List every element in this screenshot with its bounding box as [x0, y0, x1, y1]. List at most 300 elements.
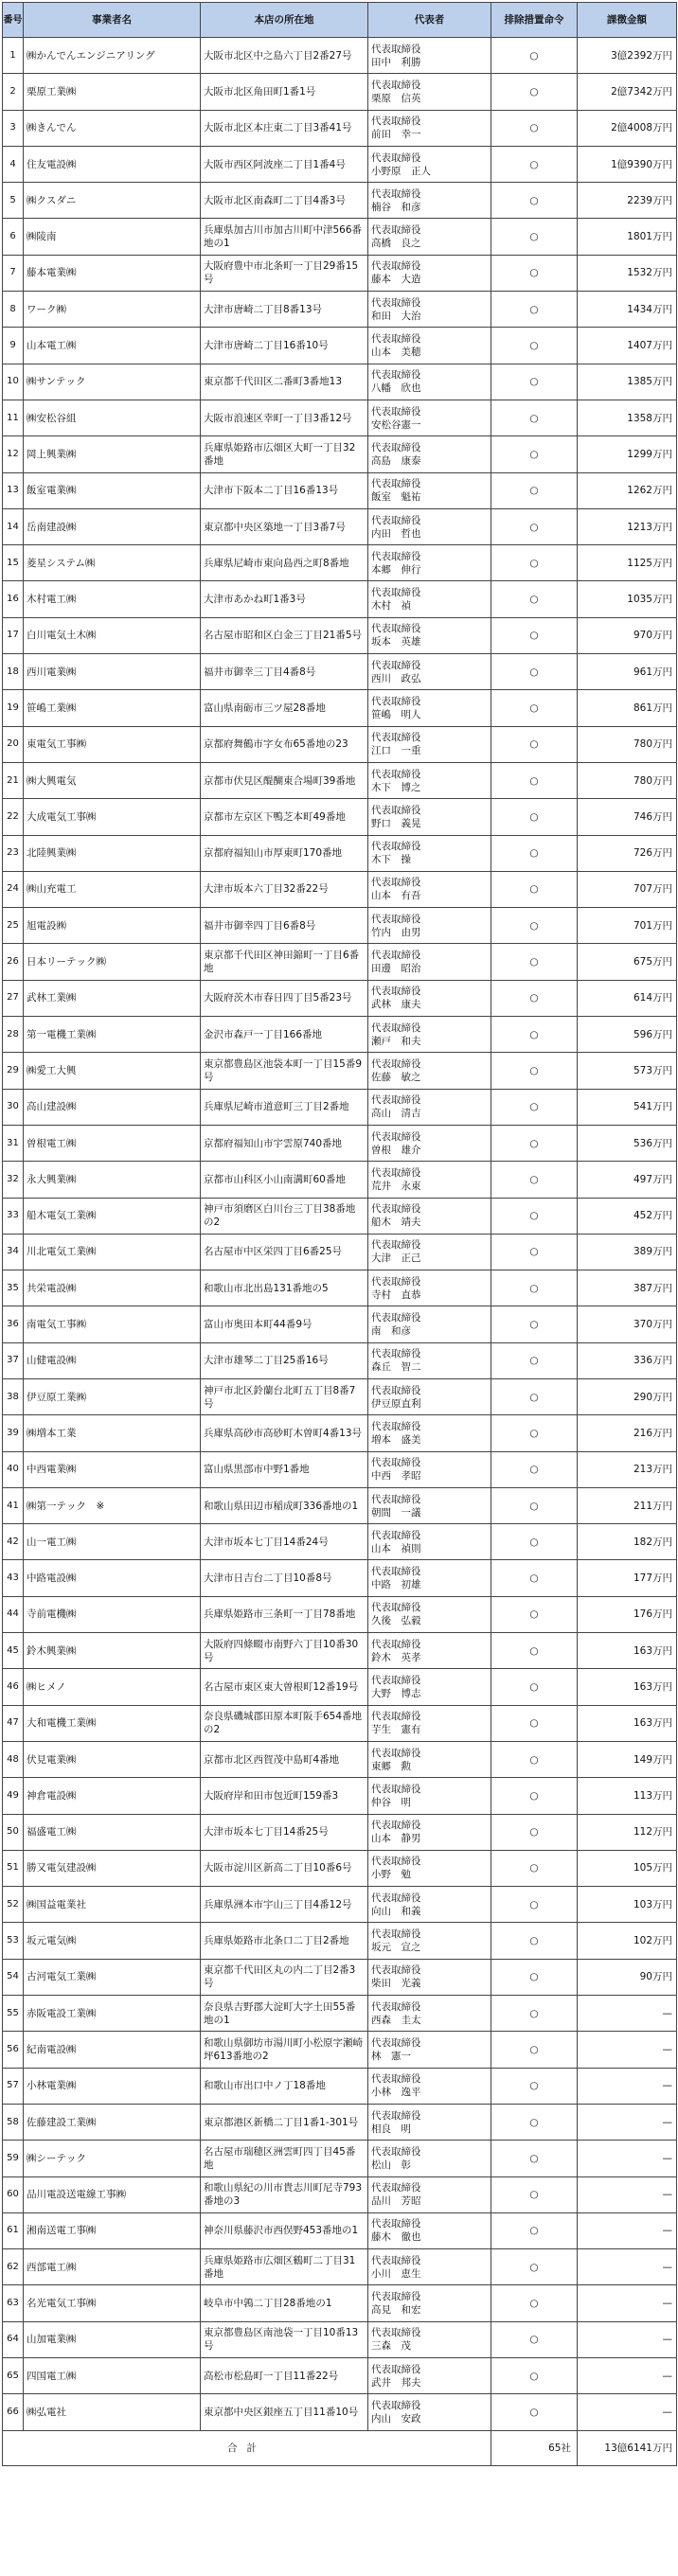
- company-name: 勝又電気建設㈱: [24, 1850, 201, 1886]
- representative-title: 代表取締役: [371, 2399, 421, 2411]
- representative: [368, 1741, 491, 1777]
- surcharge-amount: 2239万円: [578, 183, 677, 219]
- document-page: [2, 2, 676, 2466]
- table-row: [3, 545, 677, 581]
- row-number: 37: [3, 1342, 24, 1378]
- representative-name: 中西 孝昭: [371, 1470, 421, 1483]
- company-name: ワーク㈱: [24, 292, 201, 328]
- company-name: 湘南送電工事㈱: [24, 2212, 201, 2248]
- representative-name: 相良 明: [371, 2123, 411, 2135]
- company-name: 岳南建設㈱: [24, 508, 201, 544]
- representative: [368, 74, 491, 110]
- head-office-address: 兵庫県姫路市三条町一丁目78番地: [201, 1596, 368, 1632]
- representative-name: 南 和彦: [371, 1325, 411, 1338]
- representative: [368, 1850, 491, 1886]
- representative-title: 代表取締役: [371, 478, 421, 490]
- company-name: 大和電機工業㈱: [24, 1705, 201, 1741]
- surcharge-amount: 1035万円: [578, 581, 677, 617]
- head-office-address: 神戸市須磨区白川台三丁目38番地の2: [201, 1198, 368, 1234]
- representative-title: 代表取締役: [371, 514, 421, 526]
- company-name: 中西電業㈱: [24, 1451, 201, 1487]
- surcharge-amount: 1385万円: [578, 364, 677, 400]
- company-name: ㈱大興電気: [24, 762, 201, 798]
- surcharge-amount: 113万円: [578, 1778, 677, 1814]
- table-row: [3, 1270, 677, 1306]
- row-number: 39: [3, 1415, 24, 1451]
- cease-desist-order-mark: ○: [491, 1887, 578, 1923]
- row-number: 21: [3, 762, 24, 798]
- representative-title: 代表取締役: [371, 1348, 421, 1360]
- cease-desist-order-mark: ○: [491, 581, 578, 617]
- row-number: 61: [3, 2212, 24, 2248]
- representative-title: 代表取締役: [371, 1566, 421, 1578]
- table-row: [3, 1451, 677, 1487]
- header-cease-desist-order: 排除措置命令: [491, 3, 578, 38]
- cease-desist-order-mark: ○: [491, 1270, 578, 1306]
- head-office-address: 名古屋市中区栄四丁目6番25号: [201, 1234, 368, 1270]
- company-name: 山健電設㈱: [24, 1342, 201, 1378]
- head-office-address: 京都市伏見区醍醐東合場町39番地: [201, 762, 368, 798]
- company-name: ㈱増本工業: [24, 1415, 201, 1451]
- representative: [368, 1524, 491, 1560]
- representative: [368, 1705, 491, 1741]
- head-office-address: 兵庫県洲本市宇山三丁目4番12号: [201, 1887, 368, 1923]
- cease-desist-order-mark: ○: [491, 1378, 578, 1414]
- representative-name: 高島 康泰: [371, 454, 421, 467]
- table-row: [3, 1378, 677, 1414]
- table-row: [3, 980, 677, 1016]
- company-name: 西川電業㈱: [24, 654, 201, 690]
- representative: [368, 871, 491, 907]
- table-row: [3, 1234, 677, 1270]
- company-name: 共栄電設㈱: [24, 1270, 201, 1306]
- surcharge-amount: 211万円: [578, 1487, 677, 1523]
- representative: [368, 364, 491, 400]
- surcharge-amount: 149万円: [578, 1741, 677, 1777]
- representative-title: 代表取締役: [371, 187, 421, 200]
- table-row: [3, 2394, 677, 2430]
- row-number: 24: [3, 871, 24, 907]
- representative: [368, 835, 491, 871]
- table-row: [3, 1778, 677, 1814]
- row-number: 8: [3, 292, 24, 328]
- cease-desist-order-mark: ○: [491, 183, 578, 219]
- surcharge-amount: 1213万円: [578, 508, 677, 544]
- surcharge-amount: 336万円: [578, 1342, 677, 1378]
- representative-name: 東郷 勲: [371, 1760, 411, 1772]
- row-number: 63: [3, 2285, 24, 2321]
- head-office-address: 神戸市北区鈴蘭台北町五丁目8番7号: [201, 1378, 368, 1414]
- company-name: 飯室電業㈱: [24, 472, 201, 508]
- representative-title: 代表取締役: [371, 1711, 421, 1723]
- head-office-address: 和歌山県御坊市湯川町小松原字瀬崎坪613番地の2: [201, 2032, 368, 2068]
- head-office-address: 兵庫県姫路市広畑区大町一丁目32番地: [201, 436, 368, 472]
- table-row: [3, 1996, 677, 2032]
- cease-desist-order-mark: ○: [491, 1959, 578, 1995]
- cease-desist-order-mark: ○: [491, 2104, 578, 2140]
- cease-desist-order-mark: ○: [491, 2141, 578, 2176]
- head-office-address: 兵庫県高砂市高砂町木曽町4番13号: [201, 1415, 368, 1451]
- head-office-address: 奈良県磯城郡田原本町阪手654番地の2: [201, 1705, 368, 1741]
- header-head-office-address: 本店の所在地: [201, 3, 368, 38]
- surcharge-amount: 573万円: [578, 1053, 677, 1089]
- representative: [368, 1053, 491, 1089]
- head-office-address: 兵庫県尼崎市道意町三丁目2番地: [201, 1089, 368, 1125]
- representative: [368, 617, 491, 653]
- table-row: [3, 219, 677, 255]
- company-name: 川北電気工業㈱: [24, 1234, 201, 1270]
- representative-name: 田中 利勝: [371, 56, 421, 68]
- row-number: 64: [3, 2321, 24, 2357]
- company-name: 白川電気土木㈱: [24, 617, 201, 653]
- row-number: 62: [3, 2249, 24, 2285]
- table-row: [3, 255, 677, 291]
- head-office-address: 京都市北区西賀茂中島町4番地: [201, 1741, 368, 1777]
- head-office-address: 兵庫県姫路市広畑区鶴町二丁目31番地: [201, 2249, 368, 2285]
- representative-name: 寺村 直恭: [371, 1288, 421, 1301]
- row-number: 49: [3, 1778, 24, 1814]
- company-name: ㈱シーテック: [24, 2141, 201, 2176]
- representative-title: 代表取締役: [371, 1747, 421, 1759]
- representative-name: 木下 博之: [371, 781, 421, 793]
- cease-desist-order-mark: ○: [491, 1560, 578, 1596]
- representative: [368, 654, 491, 690]
- cease-desist-order-mark: ○: [491, 472, 578, 508]
- table-row: [3, 726, 677, 762]
- head-office-address: 大阪市北区南森町二丁目4番3号: [201, 183, 368, 219]
- representative-title: 代表取締役: [371, 1529, 421, 1541]
- cease-desist-order-mark: ○: [491, 2358, 578, 2394]
- surcharge-amount: 452万円: [578, 1198, 677, 1234]
- representative: [368, 1017, 491, 1053]
- row-number: 4: [3, 146, 24, 182]
- company-name: 名光電気工事㈱: [24, 2285, 201, 2321]
- representative-title: 代表取締役: [371, 1166, 421, 1179]
- representative-name: 笹嶋 明人: [371, 708, 421, 720]
- head-office-address: 神奈川県藤沢市西俣野453番地の1: [201, 2212, 368, 2248]
- head-office-address: 大阪府茨木市春日四丁目5番23号: [201, 980, 368, 1016]
- cease-desist-order-mark: ○: [491, 944, 578, 980]
- representative-title: 代表取締役: [371, 1964, 421, 1977]
- company-name: 船木電気工業㈱: [24, 1198, 201, 1234]
- table-row: [3, 292, 677, 328]
- representative-name: 松山 彰: [371, 2159, 411, 2171]
- representative: [368, 1596, 491, 1632]
- row-number: 19: [3, 690, 24, 726]
- cease-desist-order-mark: ○: [491, 2394, 578, 2430]
- total-label: 合計: [3, 2430, 491, 2465]
- table-row: [3, 74, 677, 110]
- surcharge-amount: 1262万円: [578, 472, 677, 508]
- representative-name: 瀬戸 和夫: [371, 1035, 421, 1047]
- representative: [368, 2141, 491, 2176]
- row-number: 5: [3, 183, 24, 219]
- surcharge-amount: —: [578, 1996, 677, 2032]
- company-name: 佐藤建設工業㈱: [24, 2104, 201, 2140]
- representative-name: 山本 美穂: [371, 346, 421, 359]
- row-number: 31: [3, 1125, 24, 1161]
- cease-desist-order-mark: ○: [491, 1306, 578, 1342]
- row-number: 33: [3, 1198, 24, 1234]
- company-name: 北陸興業㈱: [24, 835, 201, 871]
- row-number: 57: [3, 2068, 24, 2104]
- surcharge-amount: 1125万円: [578, 545, 677, 581]
- table-row: [3, 1342, 677, 1378]
- row-number: 12: [3, 436, 24, 472]
- table-header: [3, 3, 677, 38]
- representative-title: 代表取締役: [371, 1638, 421, 1650]
- representative-name: 小野 勉: [371, 1869, 411, 1881]
- representative: [368, 2358, 491, 2394]
- row-number: 13: [3, 472, 24, 508]
- surcharge-amount: —: [578, 2358, 677, 2394]
- surcharge-amount: 1407万円: [578, 328, 677, 364]
- table-row: [3, 2141, 677, 2176]
- table-row: [3, 654, 677, 690]
- total-row: [3, 2430, 677, 2465]
- row-number: 9: [3, 328, 24, 364]
- cease-desist-order-mark: ○: [491, 1415, 578, 1451]
- table-row: [3, 1633, 677, 1669]
- head-office-address: 名古屋市昭和区白金三丁目21番5号: [201, 617, 368, 653]
- header-representative: 代表者: [368, 3, 491, 38]
- row-number: 42: [3, 1524, 24, 1560]
- representative: [368, 292, 491, 328]
- table-footer: [3, 2430, 677, 2465]
- table-row: [3, 944, 677, 980]
- cease-desist-order-mark: ○: [491, 1125, 578, 1161]
- cease-desist-order-mark: ○: [491, 364, 578, 400]
- representative-name: 楠谷 和彦: [371, 201, 421, 213]
- company-name: 永大興業㈱: [24, 1162, 201, 1198]
- row-number: 58: [3, 2104, 24, 2140]
- surcharge-amount: 1434万円: [578, 292, 677, 328]
- representative-name: 坂本 英雄: [371, 636, 421, 648]
- head-office-address: 富山市奥田本町44番9号: [201, 1306, 368, 1342]
- representative-name: 和田 大治: [371, 310, 421, 322]
- row-number: 36: [3, 1306, 24, 1342]
- representative-name: 朝間 一議: [371, 1506, 421, 1519]
- representative-title: 代表取締役: [371, 1312, 421, 1324]
- company-name: 栗原工業㈱: [24, 74, 201, 110]
- row-number: 30: [3, 1089, 24, 1125]
- representative-name: 仲谷 明: [371, 1796, 411, 1808]
- representative-name: 曽根 雄介: [371, 1144, 421, 1156]
- surcharge-amount: —: [578, 2032, 677, 2068]
- cease-desist-order-mark: ○: [491, 255, 578, 291]
- surcharge-amount: 970万円: [578, 617, 677, 653]
- representative-name: 林 憲一: [371, 2050, 411, 2062]
- surcharge-amount: 541万円: [578, 1089, 677, 1125]
- table-row: [3, 1415, 677, 1451]
- head-office-address: 和歌山県紀の川市貴志川町尼寺793番地の3: [201, 2176, 368, 2212]
- head-office-address: 大津市坂本七丁目14番24号: [201, 1524, 368, 1560]
- surcharge-amount: 176万円: [578, 1596, 677, 1632]
- cease-desist-order-mark: ○: [491, 1342, 578, 1378]
- row-number: 1: [3, 38, 24, 74]
- company-name: 神倉電設㈱: [24, 1778, 201, 1814]
- table-row: [3, 799, 677, 835]
- surcharge-amount: —: [578, 2212, 677, 2248]
- head-office-address: 岐阜市中鶉二丁目28番地の1: [201, 2285, 368, 2321]
- representative-title: 代表取締役: [371, 115, 421, 128]
- representative: [368, 400, 491, 435]
- representative-title: 代表取締役: [371, 623, 421, 635]
- row-number: 40: [3, 1451, 24, 1487]
- representative: [368, 183, 491, 219]
- representative-title: 代表取締役: [371, 43, 421, 55]
- head-office-address: 福井市御幸三丁目4番8号: [201, 654, 368, 690]
- representative: [368, 2032, 491, 2068]
- table-row: [3, 1887, 677, 1923]
- company-name: 山加電業㈱: [24, 2321, 201, 2357]
- representative: [368, 799, 491, 835]
- row-number: 26: [3, 944, 24, 980]
- table-row: [3, 1125, 677, 1161]
- company-name: 西部電工㈱: [24, 2249, 201, 2285]
- head-office-address: 東京都豊島区池袋本町一丁目15番9号: [201, 1053, 368, 1089]
- company-name: 住友電設㈱: [24, 146, 201, 182]
- representative-name: 大津 正己: [371, 1252, 421, 1265]
- cease-desist-order-mark: ○: [491, 690, 578, 726]
- representative-name: 高見 和宏: [371, 2304, 421, 2317]
- surcharge-amount: —: [578, 2141, 677, 2176]
- surcharge-amount: —: [578, 2321, 677, 2357]
- table-row: [3, 1705, 677, 1741]
- cease-desist-order-mark: ○: [491, 1487, 578, 1523]
- representative-name: 田邊 昭治: [371, 963, 421, 975]
- table-row: [3, 2285, 677, 2321]
- cease-desist-order-mark: ○: [491, 2176, 578, 2212]
- head-office-address: 和歌山市北出島131番地の5: [201, 1270, 368, 1306]
- representative-name: 高山 清吉: [371, 1108, 421, 1120]
- cease-desist-order-mark: ○: [491, 2032, 578, 2068]
- representative: [368, 690, 491, 726]
- company-name: ㈱ヒメノ: [24, 1669, 201, 1705]
- row-number: 46: [3, 1669, 24, 1705]
- head-office-address: 大阪市淀川区新高二丁目10番6号: [201, 1850, 368, 1886]
- surcharge-amount: 961万円: [578, 654, 677, 690]
- representative-name: 本郷 伸行: [371, 563, 421, 576]
- surcharge-amount: 163万円: [578, 1669, 677, 1705]
- company-name: 第一電機工業㈱: [24, 1017, 201, 1053]
- representative: [368, 1633, 491, 1669]
- cease-desist-order-mark: ○: [491, 110, 578, 146]
- company-name: 鈴木興業㈱: [24, 1633, 201, 1669]
- surcharge-amount: 497万円: [578, 1162, 677, 1198]
- representative-name: 武林 康夫: [371, 999, 421, 1011]
- representative-title: 代表取締役: [371, 260, 421, 273]
- table-row: [3, 2358, 677, 2394]
- representative-title: 代表取締役: [371, 1820, 421, 1832]
- representative: [368, 1162, 491, 1198]
- table-row: [3, 835, 677, 871]
- representative-name: 山本 禎則: [371, 1542, 421, 1554]
- representative-name: 久後 弘毅: [371, 1615, 421, 1627]
- representative-name: 安松谷憲一: [371, 418, 421, 431]
- representative-title: 代表取締役: [371, 1094, 421, 1107]
- table-row: [3, 908, 677, 944]
- cease-desist-order-mark: ○: [491, 908, 578, 944]
- cease-desist-order-mark: ○: [491, 1923, 578, 1959]
- representative-name: 鈴木 英孝: [371, 1651, 421, 1663]
- head-office-address: 高松市松島町一丁目11番22号: [201, 2358, 368, 2394]
- representative: [368, 2104, 491, 2140]
- company-name: 寺前電機㈱: [24, 1596, 201, 1632]
- row-number: 16: [3, 581, 24, 617]
- row-number: 44: [3, 1596, 24, 1632]
- representative-name: 西森 圭太: [371, 2014, 421, 2026]
- table-row: [3, 1306, 677, 1342]
- surcharge-amount: 103万円: [578, 1887, 677, 1923]
- company-name: ㈱きんでん: [24, 110, 201, 146]
- row-number: 23: [3, 835, 24, 871]
- table-row: [3, 2249, 677, 2285]
- surcharge-amount: 1299万円: [578, 436, 677, 472]
- cease-desist-order-mark: ○: [491, 545, 578, 581]
- row-number: 3: [3, 110, 24, 146]
- representative: [368, 944, 491, 980]
- representative-title: 代表取締役: [371, 986, 421, 998]
- representative-title: 代表取締役: [371, 2145, 421, 2158]
- representative-name: 木村 禎: [371, 600, 411, 613]
- surcharge-amount: —: [578, 2176, 677, 2212]
- table-row: [3, 1198, 677, 1234]
- cease-desist-order-mark: ○: [491, 1162, 578, 1198]
- representative-title: 代表取締役: [371, 296, 421, 309]
- row-number: 11: [3, 400, 24, 435]
- representative-name: 増本 盛美: [371, 1433, 421, 1446]
- surcharge-amount: 861万円: [578, 690, 677, 726]
- cease-desist-order-mark: ○: [491, 617, 578, 653]
- cease-desist-order-mark: ○: [491, 2068, 578, 2104]
- representative: [368, 2394, 491, 2430]
- representative: [368, 1996, 491, 2032]
- company-name: 大成電気工事㈱: [24, 799, 201, 835]
- head-office-address: 京都府福知山市宇雲原740番地: [201, 1125, 368, 1161]
- cease-desist-order-mark: ○: [491, 2285, 578, 2321]
- representative: [368, 1234, 491, 1270]
- representative-title: 代表取締役: [371, 1275, 421, 1288]
- table-row: [3, 1959, 677, 1995]
- row-number: 48: [3, 1741, 24, 1777]
- cease-desist-order-mark: ○: [491, 726, 578, 762]
- head-office-address: 大津市唐崎二丁目16番10号: [201, 328, 368, 364]
- representative-title: 代表取締役: [371, 2000, 421, 2013]
- representative: [368, 1270, 491, 1306]
- company-name: ㈱弘電社: [24, 2394, 201, 2430]
- representative-title: 代表取締役: [371, 369, 421, 382]
- table-row: [3, 400, 677, 435]
- representative-name: 竹内 由男: [371, 926, 421, 938]
- representative: [368, 146, 491, 182]
- company-name: ㈱安松谷組: [24, 400, 201, 435]
- surcharge-amount: 112万円: [578, 1814, 677, 1850]
- cease-desist-order-mark: ○: [491, 835, 578, 871]
- cease-desist-order-mark: ○: [491, 1053, 578, 1089]
- representative: [368, 2321, 491, 2357]
- surcharge-amount: 707万円: [578, 871, 677, 907]
- representative: [368, 1089, 491, 1125]
- table-row: [3, 1669, 677, 1705]
- representative-title: 代表取締役: [371, 1783, 421, 1795]
- representative-title: 代表取締役: [371, 1602, 421, 1614]
- company-name: ㈱愛工大興: [24, 1053, 201, 1089]
- representative-name: 佐藤 敏之: [371, 1071, 421, 1083]
- representative-name: 柴田 光義: [371, 1978, 421, 1990]
- representative-name: 伊豆原直利: [371, 1397, 421, 1410]
- surcharge-amount: 1801万円: [578, 219, 677, 255]
